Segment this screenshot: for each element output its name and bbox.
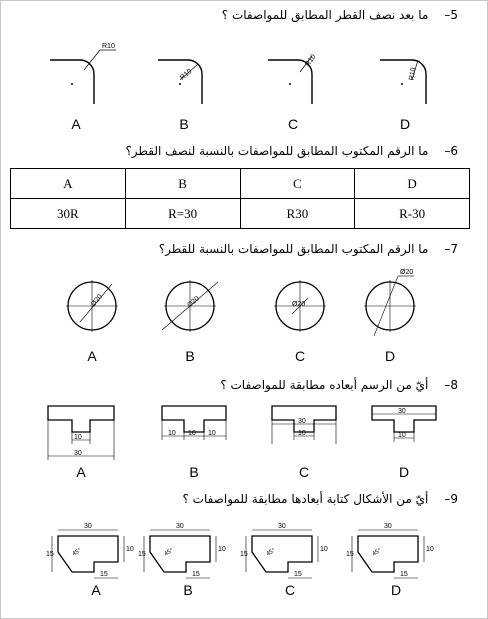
option-label-c: C [294,348,306,364]
q9-shape-b [150,536,210,572]
q8b-10b: 10 [188,430,196,437]
svg-text:15: 15 [100,571,108,578]
option-label-b: B [179,116,189,132]
table-cell: R=30 [125,199,240,229]
q9-shape-c [252,536,312,572]
header-cell: B [125,169,240,199]
q8b-10a: 10 [168,430,176,437]
question-number: 8– [444,378,458,392]
corner-shape-a [50,60,94,104]
dim-label-q5-d: R10 [408,67,418,81]
question-text: ما بعد نصف القطر المطابق للمواصفات ؟ [221,8,429,22]
option-label-d: D [384,348,396,364]
corner-shape-d [380,60,426,104]
svg-text:10: 10 [126,546,134,553]
q8c-10: 10 [298,430,306,437]
table-header-row [11,169,470,199]
svg-text:30: 30 [278,523,286,530]
option-label-d: D [390,582,402,598]
svg-text:45°: 45° [371,547,383,558]
header-cell: A [11,169,126,199]
svg-text:30: 30 [384,523,392,530]
svg-text:15: 15 [138,551,146,558]
option-label-b: B [183,582,193,598]
question-8 [220,378,458,392]
option-label-d: D [398,464,410,480]
option-label-a: A [87,348,97,364]
option-label-d: D [399,116,411,132]
option-label-c: C [298,464,310,480]
dim-label-q5-c: R10 [304,53,318,68]
svg-text:30: 30 [84,523,92,530]
q8b-10c: 10 [208,430,216,437]
corner-shape-c [268,60,312,104]
question-7 [159,242,458,256]
svg-text:10: 10 [426,546,434,553]
q8d-10: 10 [398,432,406,439]
option-label-c: C [284,582,296,598]
svg-text:30: 30 [176,523,184,530]
dim-label-q7-b: Ø20 [186,295,201,310]
dim-label-q7-d: Ø20 [400,269,414,276]
question-text: أيّ من الرسم أبعاده مطابقة للمواصفات ؟ [220,378,429,392]
question-number: 9– [444,492,458,506]
question-number: 7– [444,242,458,256]
svg-text:45°: 45° [71,547,83,558]
q8-shape-b [162,406,226,432]
option-label-c: C [287,116,299,132]
svg-text:15: 15 [294,571,302,578]
question-text: ما الرقم المكتوب المطابق للمواصفات بالنسبة للقطر؟ [158,242,429,256]
question-9 [182,492,458,506]
header-cell: C [240,169,355,199]
table-row [11,199,470,229]
question-text: ما الرقم المكتوب المطابق للمواصفات بالنسبة لنصف القطر؟ [125,144,429,158]
option-label-a: A [71,116,81,132]
question-number: 6– [444,144,458,158]
svg-text:15: 15 [46,551,54,558]
dim-label-q7-c: Ø20 [292,301,306,308]
option-label-b: B [185,348,195,364]
option-label-b: B [189,464,199,480]
header-cell: D [355,169,470,199]
answers-table [10,168,470,229]
q8a-10: 10 [74,434,82,441]
question-6 [125,144,458,158]
table-cell: R-30 [355,199,470,229]
dim-label-q5-b: R10 [179,68,194,82]
q8c-30: 30 [298,418,306,425]
svg-text:15: 15 [192,571,200,578]
table-cell: 30R [11,199,126,229]
table-cell: R30 [240,199,355,229]
q8-shape-a [48,406,114,432]
dim-label-q5-a: R10 [102,43,115,50]
svg-text:10: 10 [320,546,328,553]
q9-shape-d [358,536,418,572]
q8a-30: 30 [74,450,82,457]
option-label-a: A [91,582,101,598]
svg-text:10: 10 [218,546,226,553]
dim-label-q7-a: Ø20 [90,293,104,308]
question-text: أيّ من الأشكال كتابة أبعادها مطابقة للمواصفات ؟ [182,492,429,506]
svg-text:15: 15 [346,551,354,558]
q8d-30: 30 [398,408,406,415]
svg-text:15: 15 [240,551,248,558]
svg-text:15: 15 [400,571,408,578]
question-number: 5– [444,8,458,22]
q9-shape-a [58,536,118,572]
svg-text:45°: 45° [265,547,277,558]
svg-text:45°: 45° [163,547,175,558]
option-label-a: A [76,464,86,480]
